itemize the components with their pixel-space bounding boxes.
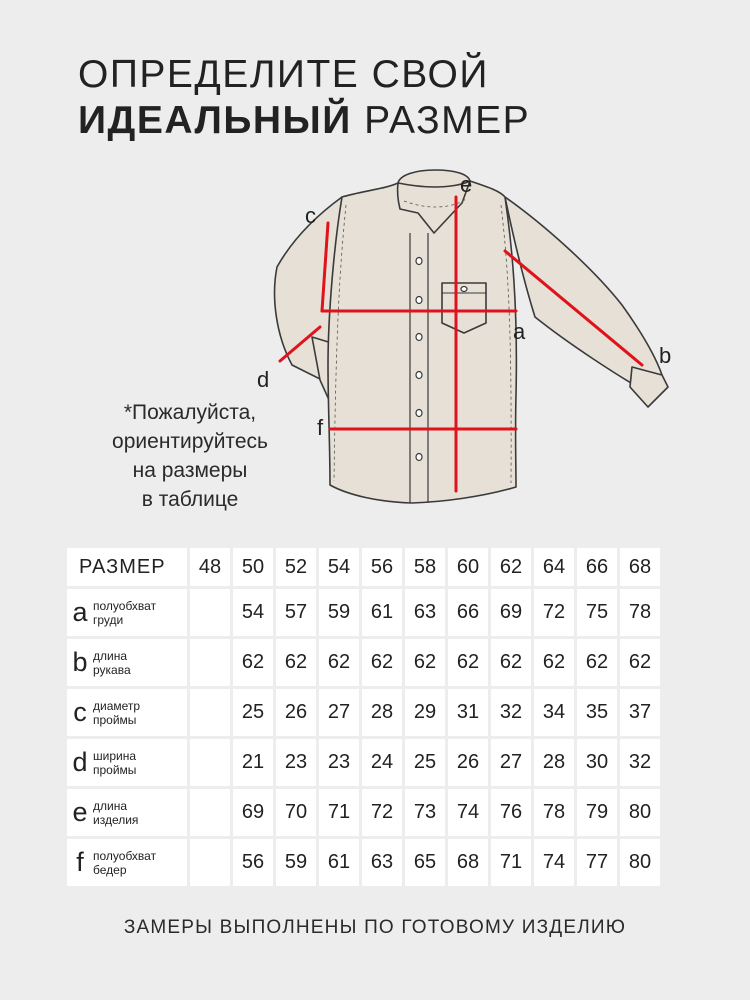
row-description: диаметр проймы	[93, 698, 141, 727]
footer-note: ЗАМЕРЫ ВЫПОЛНЕНЫ ПО ГОТОВОМУ ИЗДЕЛИЮ	[123, 917, 627, 938]
table-cell: 74	[534, 839, 574, 886]
table-cell: 57	[276, 589, 316, 636]
table-row	[67, 639, 660, 686]
table-cell: 59	[276, 839, 316, 886]
size-header-label: РАЗМЕР	[67, 548, 187, 586]
table-cell: 61	[362, 589, 402, 636]
row-letter: c	[73, 697, 87, 727]
table-cell: 71	[491, 839, 531, 886]
table-cell: 21	[233, 739, 273, 786]
note-line: в таблице	[141, 488, 239, 511]
table-cell: 25	[405, 739, 445, 786]
table-cell	[190, 839, 230, 886]
row-label	[67, 789, 187, 836]
size-header-cell: 48	[190, 548, 230, 586]
table-cell: 62	[491, 639, 531, 686]
size-header-cell: 66	[577, 548, 617, 586]
table-cell: 62	[362, 639, 402, 686]
table-cell: 68	[448, 839, 488, 886]
table-cell: 28	[362, 689, 402, 736]
table-cell: 26	[448, 739, 488, 786]
table-cell: 62	[405, 639, 445, 686]
table-cell: 62	[319, 639, 359, 686]
size-header-cell: 56	[362, 548, 402, 586]
row-label	[67, 739, 187, 786]
table-cell: 25	[233, 689, 273, 736]
table-cell: 27	[491, 739, 531, 786]
row-label	[67, 589, 187, 636]
table-cell: 75	[577, 589, 617, 636]
table-cell: 62	[276, 639, 316, 686]
table-row	[67, 789, 660, 836]
table-cell: 34	[534, 689, 574, 736]
size-header-cell: 58	[405, 548, 445, 586]
row-description: полуобхват груди	[93, 598, 157, 627]
table-cell: 31	[448, 689, 488, 736]
table-cell: 78	[620, 589, 660, 636]
row-label	[67, 689, 187, 736]
row-letter: d	[72, 747, 88, 777]
table-cell: 71	[319, 789, 359, 836]
page-title	[78, 52, 530, 144]
table-cell: 28	[534, 739, 574, 786]
size-header-cell: 54	[319, 548, 359, 586]
size-header-row	[67, 548, 660, 586]
label-b: b	[659, 343, 672, 368]
table-cell: 27	[319, 689, 359, 736]
table-cell: 59	[319, 589, 359, 636]
table-cell: 32	[491, 689, 531, 736]
size-header-cell: 60	[448, 548, 488, 586]
table-cell: 69	[491, 589, 531, 636]
table-row	[67, 689, 660, 736]
note-line: *Пожалуйста,	[123, 401, 257, 424]
size-header-cell: 68	[620, 548, 660, 586]
label-e: e	[460, 172, 473, 197]
table-cell: 72	[534, 589, 574, 636]
table-cell: 63	[405, 589, 445, 636]
table-cell: 62	[577, 639, 617, 686]
table-cell: 65	[405, 839, 445, 886]
row-label	[67, 639, 187, 686]
label-f: f	[317, 415, 324, 440]
size-header-cell: 50	[233, 548, 273, 586]
table-row	[67, 839, 660, 886]
table-cell	[190, 739, 230, 786]
note-line: ориентируйтесь	[112, 430, 268, 453]
table-cell: 69	[233, 789, 273, 836]
table-cell: 56	[233, 839, 273, 886]
table-cell: 32	[620, 739, 660, 786]
table-cell	[190, 589, 230, 636]
title-rest: РАЗМЕР	[351, 99, 531, 142]
table-cell: 61	[319, 839, 359, 886]
row-letter: e	[72, 797, 88, 827]
table-cell: 66	[448, 589, 488, 636]
table-cell: 62	[448, 639, 488, 686]
table-cell: 23	[319, 739, 359, 786]
table-cell: 80	[620, 789, 660, 836]
size-header-cell: 52	[276, 548, 316, 586]
row-label	[67, 839, 187, 886]
row-letter: b	[72, 647, 88, 677]
size-note	[75, 398, 305, 514]
table-cell: 37	[620, 689, 660, 736]
table-cell	[190, 639, 230, 686]
title-line-2	[78, 98, 530, 144]
row-letter: a	[72, 597, 88, 627]
size-table	[64, 545, 663, 889]
table-cell: 23	[276, 739, 316, 786]
table-row	[67, 589, 660, 636]
table-cell: 63	[362, 839, 402, 886]
table-cell: 70	[276, 789, 316, 836]
label-c: c	[305, 203, 316, 228]
note-line: на размеры	[132, 459, 248, 482]
table-cell: 76	[491, 789, 531, 836]
row-description: ширина проймы	[93, 748, 137, 777]
label-a: a	[513, 319, 526, 344]
label-d: d	[257, 367, 270, 392]
table-cell: 78	[534, 789, 574, 836]
title-line-1: ОПРЕДЕЛИТЕ СВОЙ	[78, 53, 489, 96]
table-cell: 79	[577, 789, 617, 836]
row-description: длина изделия	[93, 798, 139, 827]
row-description: длина рукава	[93, 648, 131, 677]
table-row	[67, 739, 660, 786]
table-cell: 80	[620, 839, 660, 886]
table-cell: 26	[276, 689, 316, 736]
table-cell: 62	[233, 639, 273, 686]
shirt-diagram	[250, 165, 690, 505]
table-cell: 72	[362, 789, 402, 836]
row-letter: f	[76, 847, 84, 877]
table-cell	[190, 689, 230, 736]
table-cell: 62	[620, 639, 660, 686]
table-cell: 29	[405, 689, 445, 736]
table-cell: 24	[362, 739, 402, 786]
size-header-cell: 64	[534, 548, 574, 586]
table-cell	[190, 789, 230, 836]
table-cell: 30	[577, 739, 617, 786]
size-header-cell: 62	[491, 548, 531, 586]
row-description: полуобхват бедер	[93, 848, 157, 877]
table-cell: 35	[577, 689, 617, 736]
table-cell: 74	[448, 789, 488, 836]
table-cell: 73	[405, 789, 445, 836]
table-cell: 62	[534, 639, 574, 686]
title-bold-word: ИДЕАЛЬНЫЙ	[78, 99, 352, 142]
table-cell: 54	[233, 589, 273, 636]
table-cell: 77	[577, 839, 617, 886]
